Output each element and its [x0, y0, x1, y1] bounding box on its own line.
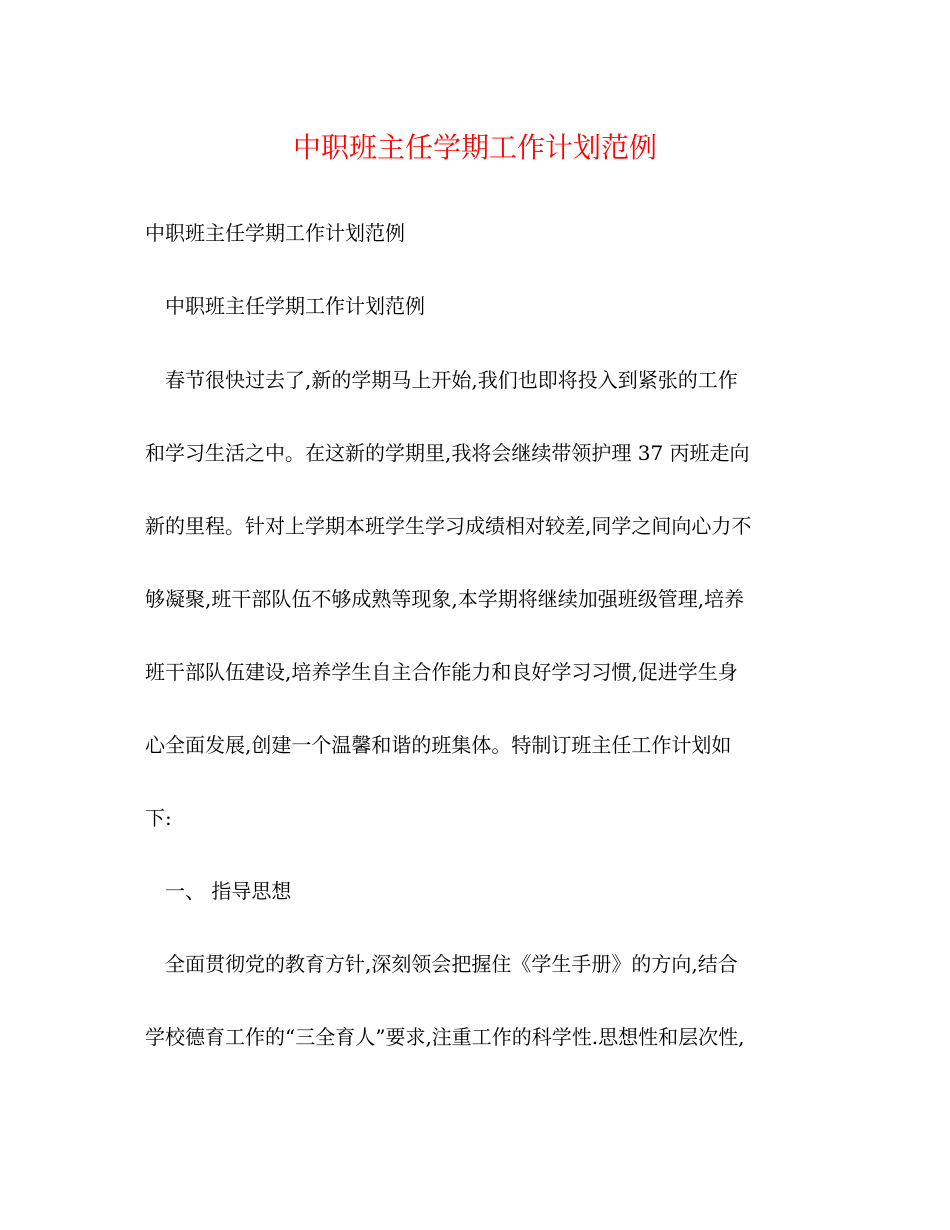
paragraph-line: 学校德育工作的“三全育人”要求,注重工作的科学性.思想性和层次性, [145, 1025, 745, 1049]
paragraph-line: 和学习生活之中。在这新的学期里,我将会继续带领护理 37 丙班走向 [145, 441, 750, 465]
paragraph-line: 心全面发展,创建一个温馨和谐的班集体。特制订班主任工作计划如 [145, 733, 732, 757]
paragraph-line: 班干部队伍建设,培养学生自主合作能力和良好学习习惯,促进学生身 [145, 660, 738, 684]
paragraph-line: 春节很快过去了,新的学期马上开始,我们也即将投入到紧张的工作 [165, 368, 738, 392]
paragraph-line: 新的里程。针对上学期本班学生学习成绩相对较差,同学之间向心力不 [145, 514, 752, 538]
document-subtitle: 中职班主任学期工作计划范例 [145, 221, 405, 245]
repeated-title: 中职班主任学期工作计划范例 [165, 294, 425, 318]
section-heading: 一、 指导思想 [165, 879, 292, 903]
paragraph-line: 下: [145, 806, 172, 830]
paragraph-line: 够凝聚,班干部队伍不够成熟等现象,本学期将继续加强班级管理,培养 [145, 587, 745, 611]
document-title: 中职班主任学期工作计划范例 [292, 131, 657, 164]
paragraph-line: 全面贯彻党的教育方针,深刻领会把握住《学生手册》的方向,结合 [165, 952, 738, 976]
